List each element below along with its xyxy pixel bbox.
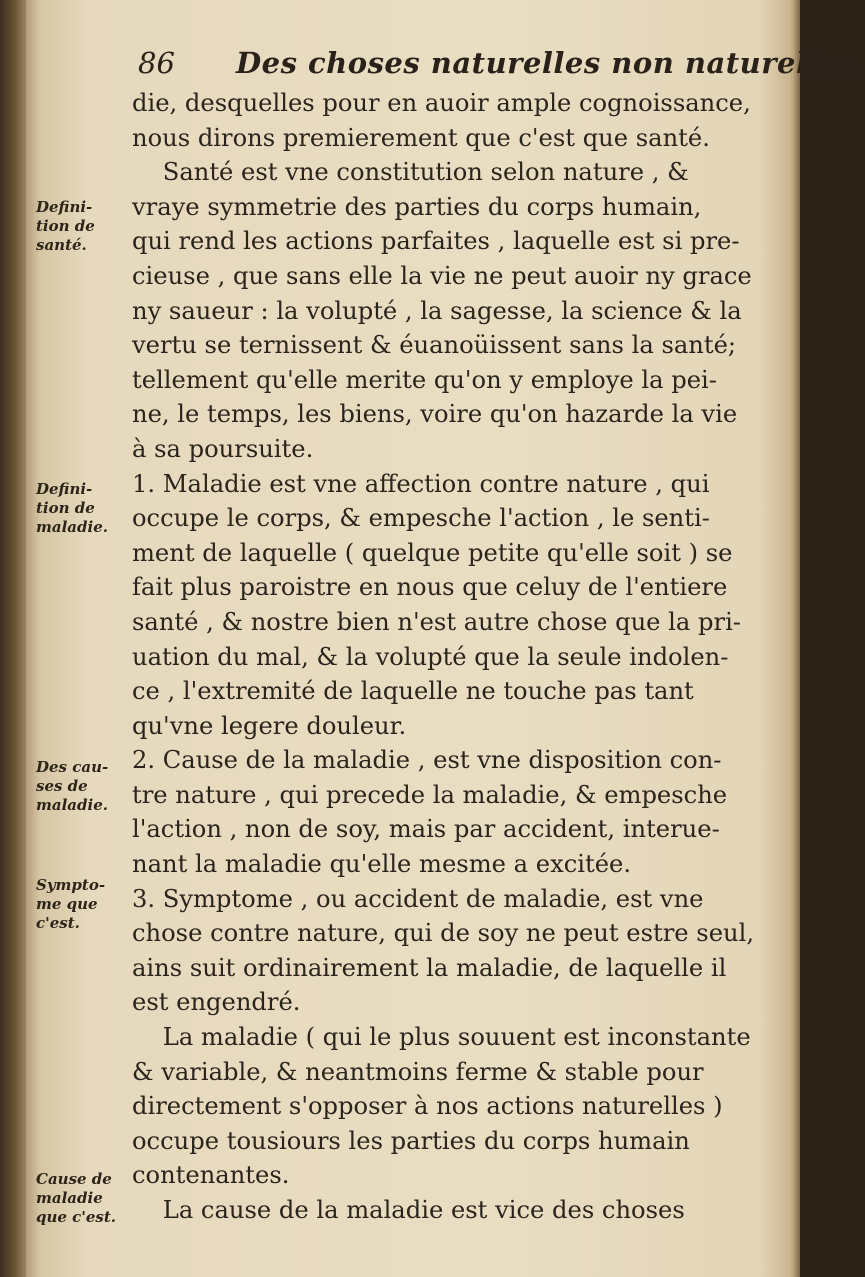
text-line: die, desquelles pour en auoir ample cognoissance, [132,89,751,117]
text-line: ce , l'extremité de laquelle ne touche pas tant [132,677,694,706]
text-line: à sa poursuite. [132,434,314,463]
text-line: La maladie ( qui le plus souuent est inconstante [132,1023,751,1052]
margin-note-line: Defini- [36,480,93,498]
running-header [138,46,865,86]
text-line: 3. Symptome , ou accident de maladie, est vne [132,884,704,913]
running-title: Des choses naturelles non naturelles, [236,46,865,80]
margin-note-cause-maladie [36,1170,128,1227]
margin-note-line: maladie. [36,518,108,536]
text-line: Santé est vne constitution selon nature , & [132,158,689,187]
text-line: est engendré. [132,988,301,1017]
text-line: fait plus paroistre en nous que celuy de l'entiere [132,573,728,602]
text-line: occupe tousiours les parties du corps humain [132,1126,690,1155]
text-line: santé , & nostre bien n'est autre chose que la pri- [132,607,741,636]
text-line: vertu se ternissent & éuanoüissent sans la santé; [132,331,737,360]
margin-note-line: que c'est. [36,1208,117,1226]
text-line: ment de laquelle ( quelque petite qu'elle soit ) se [132,538,733,567]
text-line: 2. Cause de la maladie , est vne disposition con- [132,746,722,775]
body-text [132,86,764,1228]
text-line: nous dirons premierement que c'est que santé. [132,123,710,152]
margin-note-line: santé. [36,236,87,254]
text-line: chose contre nature, qui de soy ne peut estre seul, [132,919,755,948]
text-line: l'action , non de soy, mais par accident, interue- [132,815,720,844]
margin-note-line: tion de [36,217,95,235]
text-line: nant la maladie qu'elle mesme a excitée. [132,850,632,879]
text-line: ains suit ordinairement la maladie, de laquelle il [132,953,727,982]
margin-note-line: Defini- [36,198,93,216]
margin-note-line: maladie. [36,796,108,814]
text-line: ny saueur : la volupté , la sagesse, la science & la [132,296,742,325]
margin-note-symptome [36,876,128,933]
text-line: tellement qu'elle merite qu'on y employe la pei- [132,365,717,394]
margin-note-definition-sante [36,198,128,255]
margin-note-causes-maladie [36,758,128,815]
text-line: & variable, & neantmoins ferme & stable pour [132,1057,704,1086]
text-line: 1. Maladie est vne affection contre nature , qui [132,469,710,498]
margin-note-line: me que [36,895,98,913]
margin-note-line: ses de [36,777,88,795]
page-number: 86 [138,46,175,80]
text-line: occupe le corps, & empesche l'action , le senti- [132,504,710,533]
text-line: vraye symmetrie des parties du corps humain, [132,192,702,221]
page-edge [792,0,800,1277]
text-line: cieuse , que sans elle la vie ne peut auoir ny grace [132,261,752,290]
margin-note-line: maladie [36,1189,103,1207]
text-line: ne, le temps, les biens, voire qu'on hazarde la vie [132,400,738,429]
text-line: contenantes. [132,1161,290,1190]
margin-note-line: Sympto- [36,876,106,894]
margin-note-line: Cause de [36,1170,112,1188]
text-line: tre nature , qui precede la maladie, & empesche [132,780,728,809]
text-line: La cause de la maladie est vice des choses [132,1196,685,1224]
text-line: qu'vne legere douleur. [132,711,407,740]
text-line: uation du mal, & la volupté que la seule indolen- [132,642,729,671]
margin-note-line: tion de [36,499,95,517]
text-line: qui rend les actions parfaites , laquelle est si pre- [132,227,740,256]
text-line: directement s'opposer à nos actions naturelles ) [132,1092,723,1121]
margin-note-line: c'est. [36,914,80,932]
margin-note-line: Des cau- [36,758,109,776]
margin-note-definition-maladie [36,480,128,537]
book-gutter [0,0,26,1277]
